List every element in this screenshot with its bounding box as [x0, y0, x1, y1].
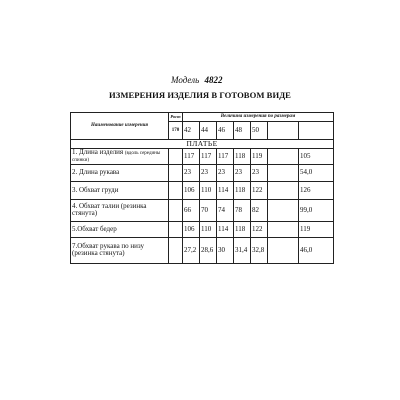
value-cell: 106	[183, 221, 200, 237]
value-cell: 70	[200, 199, 217, 221]
measurement-name-header: Наименование измерения	[71, 113, 169, 140]
value-cell: 117	[200, 148, 217, 164]
value-cell	[268, 181, 299, 199]
model-number: 4822	[204, 75, 223, 85]
height-cell	[169, 221, 183, 237]
value-cell: 119	[299, 221, 334, 237]
value-cell: 122	[251, 181, 268, 199]
value-cell: 114	[217, 221, 234, 237]
section-row	[71, 140, 334, 149]
table-row	[71, 181, 334, 199]
height-cell	[169, 237, 183, 263]
measurement-name: 2. Длина рукава	[71, 164, 169, 181]
measurement-name: 4. Обхват талии (резинка стянута)	[71, 199, 169, 221]
size-cell	[299, 122, 334, 140]
measurements-table	[70, 112, 334, 264]
value-cell: 46,0	[299, 237, 334, 263]
value-cell: 28,6	[200, 237, 217, 263]
value-cell: 31,4	[234, 237, 251, 263]
value-cell: 126	[299, 181, 334, 199]
value-cell: 118	[234, 221, 251, 237]
height-cell	[169, 181, 183, 199]
value-cell: 30	[217, 237, 234, 263]
height-cell	[169, 148, 183, 164]
value-cell: 117	[183, 148, 200, 164]
table-row	[71, 164, 334, 181]
table-row	[71, 237, 334, 263]
value-cell: 54,0	[299, 164, 334, 181]
table-row	[71, 221, 334, 237]
document-title: ИЗМЕРЕНИЯ ИЗДЕЛИЯ В ГОТОВОМ ВИДЕ	[109, 90, 291, 100]
value-cell: 23	[183, 164, 200, 181]
size-cell	[268, 122, 299, 140]
value-cell	[268, 221, 299, 237]
value-cell: 110	[200, 221, 217, 237]
value-cell	[268, 237, 299, 263]
value-cell: 23	[234, 164, 251, 181]
value-cell: 117	[217, 148, 234, 164]
measurement-note: (вдоль середины спинки)	[72, 151, 161, 164]
size-cell: 44	[200, 122, 217, 140]
value-cell	[268, 164, 299, 181]
value-cell: 74	[217, 199, 234, 221]
value-cell: 23	[217, 164, 234, 181]
value-cell: 105	[299, 148, 334, 164]
table-row	[71, 199, 334, 221]
value-cell: 118	[234, 181, 251, 199]
value-cell: 78	[234, 199, 251, 221]
height-cell	[169, 164, 183, 181]
value-cell: 110	[200, 181, 217, 199]
table-header-row	[71, 113, 334, 122]
value-cell: 82	[251, 199, 268, 221]
value-cell: 118	[234, 148, 251, 164]
value-cell: 122	[251, 221, 268, 237]
value-cell: 99,0	[299, 199, 334, 221]
model-label: Модель	[171, 75, 200, 85]
model-line	[171, 75, 222, 85]
value-cell: 23	[200, 164, 217, 181]
size-cell: 46	[217, 122, 234, 140]
height-value: 170	[169, 122, 183, 140]
value-cell: 106	[183, 181, 200, 199]
value-cell: 114	[217, 181, 234, 199]
measurement-name: 1. Длина изделия (вдоль середины спинки)	[71, 148, 169, 164]
value-cell	[268, 199, 299, 221]
section-label: ПЛАТЬЕ	[71, 140, 334, 149]
value-cell: 27,2	[183, 237, 200, 263]
table-row	[71, 148, 334, 164]
measurement-name: 3. Обхват груди	[71, 181, 169, 199]
size-cell: 42	[183, 122, 200, 140]
measurement-name: 5.Обхват бедер	[71, 221, 169, 237]
size-group-header: Величина измерения по размерам	[183, 113, 334, 122]
value-cell: 32,8	[251, 237, 268, 263]
size-cell: 48	[234, 122, 251, 140]
value-cell: 66	[183, 199, 200, 221]
size-cell: 50	[251, 122, 268, 140]
height-label: Рост	[169, 113, 183, 122]
value-cell	[268, 148, 299, 164]
height-cell	[169, 199, 183, 221]
value-cell: 119	[251, 148, 268, 164]
measurement-name: 7.Обхват рукава по низу (резинка стянута)	[71, 237, 169, 263]
value-cell: 23	[251, 164, 268, 181]
